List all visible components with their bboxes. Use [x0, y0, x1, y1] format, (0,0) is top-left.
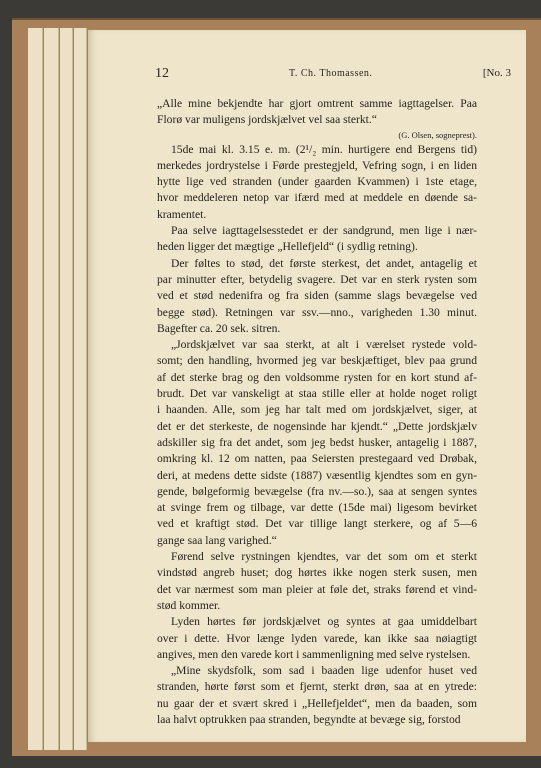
- text-line: stranden, hørte først som et fjernt, sterkt drøn, saa at en ytrede:: [157, 680, 477, 694]
- text-line: stød kommer.: [157, 598, 221, 612]
- text-line: at svinge frem og tilbage, var dette (15de mai) ligesom bevirket: [157, 501, 477, 515]
- text-line: hytte lige ved stranden (under gaarden Kvammen) i 1ste etage,: [157, 175, 477, 189]
- text-line: det er det sterkeste, de nogensinde har kjendt.“ „Dette jordskjælv: [157, 419, 477, 433]
- paragraph: [157, 256, 477, 337]
- text-line: Florø var muligens jordskjælvet vel saa sterkt.“: [157, 113, 377, 127]
- text-line: brudt. Det var vanskeligt at staa stille eller at holde noget roligt: [157, 387, 477, 401]
- text-line: angives, men den varede kort i sammenligning med selve rystelsen.: [157, 647, 471, 661]
- text-line: Der føltes to stød, det første sterkest, det andet, antagelig et: [171, 256, 477, 270]
- text-line: hvor meddeleren netop var ifærd med at meddele en døende sa-: [157, 191, 477, 205]
- text-line: vindstød angreb huset; dog hørtes ikke nogen sterk susen, men: [157, 566, 477, 580]
- text-line: gende, bølgeformig bevægelse (fra nv.—so.), saa at sengen syntes: [157, 484, 477, 498]
- text-line: ved et stød nedenifra og fra siden (samme slags bevægelse ved: [157, 289, 477, 303]
- page-number: 12: [155, 66, 169, 81]
- text-line: nu gaar der et svært skred i „Hellefjeldet“, men da baaden, som: [157, 696, 477, 710]
- text-line: begge stød). Retningen var ssv.—nno., varigheden 1.30 minut.: [157, 305, 477, 319]
- text-line: laa halvt optrukken paa stranden, begyndte at bevæge sig, forstod: [157, 712, 461, 726]
- text-line: „Alle mine bekjendte har gjort omtrent samme iagttagelser. Paa: [157, 97, 477, 110]
- text-line: omkring kl. 12 om natten, paa Seiersten prestegaard ved Drøbak,: [157, 452, 477, 466]
- page-stack-edge: [44, 28, 59, 750]
- paragraph: [157, 337, 477, 549]
- paragraph: [157, 96, 477, 129]
- page-stack-edge: [28, 28, 43, 750]
- text-line: ved et kraftigt stød. Det var tillige langt sterkere, og af 5—6: [157, 517, 477, 531]
- text-line: „Mine skydsfolk, som sad i baaden lige udenfor huset ved: [171, 664, 477, 678]
- text-line: af det sterke brag og den voldsomme rysten for en kort stund af-: [157, 370, 477, 384]
- text-line: Paa selve iagttagelsesstedet er der sandgrund, men lige i nær-: [171, 224, 477, 238]
- page-header: [155, 66, 511, 82]
- text-line: somt; den handling, hvormed jeg var beskjæftiget, blev paa grund: [157, 354, 477, 368]
- text-line: 15de mai kl. 3.15 e. m. (2¹/₂ min. hurtigere end Bergens tid): [171, 142, 477, 156]
- running-title: T. Ch. Thomassen.: [289, 68, 373, 79]
- text-line: gange saa lang varighed.“: [157, 533, 277, 547]
- text-line: Bagefter ca. 20 sek. sitren.: [157, 321, 281, 335]
- text-line: i haanden. Alle, som jeg har talt med om jordskjælvet, siger, at: [157, 403, 477, 417]
- text-line: deri, at medens dette sidste (1887) væsentlig kjendtes som en gyn-: [157, 468, 477, 482]
- text-line: Førend selve rystningen kjendtes, var det som om et sterkt: [171, 550, 477, 564]
- text-line: heden ligger det mægtige „Hellefjeld“ (i sydlig retning).: [157, 240, 418, 254]
- paragraph: [157, 549, 477, 614]
- text-line: Lyden hørtes før jordskjælvet og syntes at gaa umiddelbart: [171, 615, 477, 629]
- text-line: merkedes jordrystelse i Førde prestegjeld, Vefring sogn, i en liden: [157, 158, 477, 172]
- paragraph: [157, 614, 477, 663]
- issue-number: [No. 3: [482, 67, 511, 79]
- body-text: [157, 96, 477, 728]
- page-stack-edge: [60, 28, 73, 750]
- paragraph: [157, 223, 477, 256]
- paragraph: [157, 663, 477, 728]
- page-stack-edge: [74, 28, 87, 750]
- text-line: det var nærmest som man pleier at føle det, straks førend et vind-: [157, 582, 477, 596]
- text-line: par minutter efter, betydelig svagere. Det var en sterk rysten som: [157, 272, 477, 286]
- signature: (G. Olsen, sogneprest).: [398, 129, 477, 140]
- text-line: over i dette. Hvor længe lyden varede, kan ikke saa nøiagtigt: [157, 631, 477, 645]
- text-line: „Jordskjælvet var saa sterkt, at alt i værelset rystede vold-: [171, 338, 477, 352]
- paragraph: [157, 142, 477, 223]
- text-line: adskiller sig fra det andet, som jeg bedst husker, antagelig i 1887,: [157, 435, 477, 449]
- text-line: kramentet.: [157, 207, 207, 221]
